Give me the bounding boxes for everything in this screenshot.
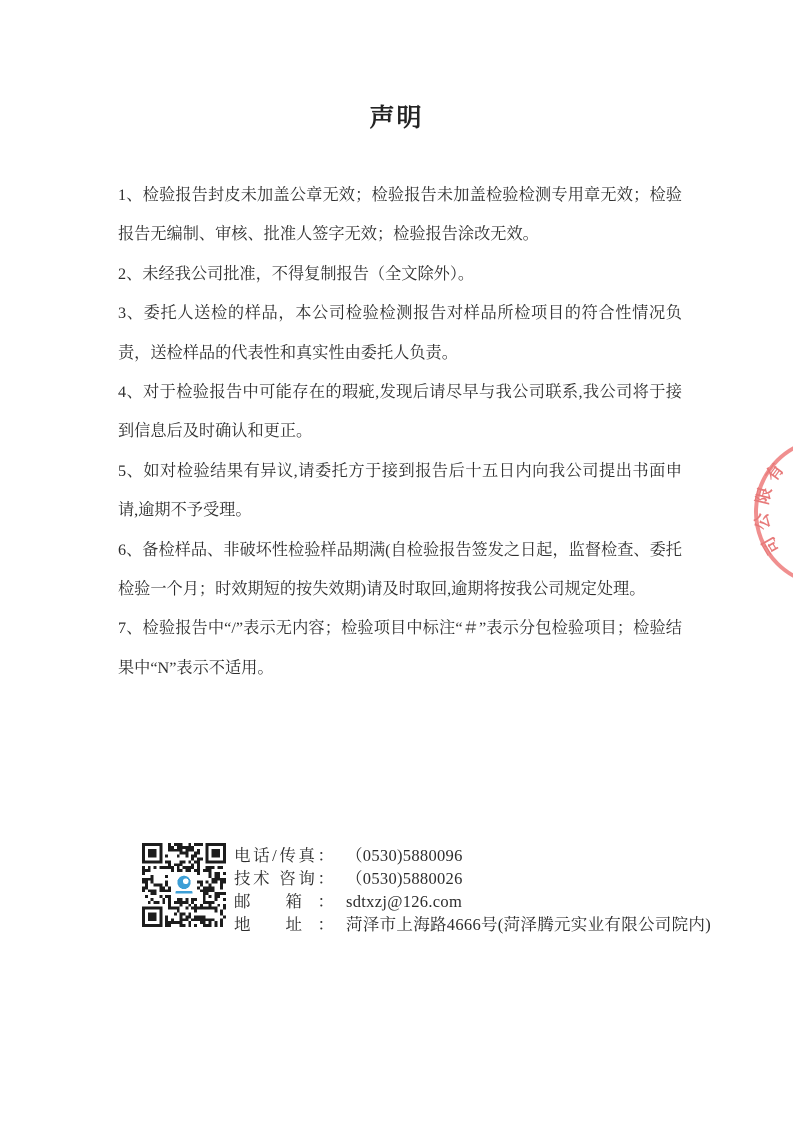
- statement-body: [118, 176, 682, 688]
- statement-item: 6、备检样品、非破坏性检验样品期满(自检验报告签发之日起，监督检查、委托检验一个月；时效期短的按失效期)请及时取回,逾期将按我公司规定处理。: [118, 540, 682, 599]
- page-title: 声明: [369, 105, 424, 132]
- contact-label: 电话/传真：: [234, 846, 334, 865]
- statement-item: 3、委托人送检的样品，本公司检验检测报告对样品所检项目的符合性情况负责，送检样品的代表性和真实性由委托人负责。: [118, 304, 682, 362]
- contact-info: [234, 843, 711, 936]
- seal-character: 司: [758, 533, 784, 558]
- statement-item: 7、检验报告中“/”表示无内容；检验项目中标注“＃”表示分包检验项目；检验结果中“N”表示不适用。: [118, 619, 682, 677]
- contact-row: [234, 844, 711, 867]
- contact-value: （0530)5880026: [346, 869, 463, 888]
- seal-character: 有: [762, 460, 788, 486]
- contact-block: [142, 843, 711, 936]
- contact-label: 地 址：: [234, 915, 334, 934]
- seal-character: 公: [752, 511, 774, 532]
- contact-label: 技术 咨询：: [234, 869, 334, 888]
- seal-character: 限: [752, 485, 776, 507]
- contact-row: [234, 913, 711, 936]
- statement-item: 5、如对检验结果有异议,请委托方于接到报告后十五日内向我公司提出书面申请,逾期不予受理。: [118, 461, 682, 520]
- statement-item: 1、检验报告封皮未加盖公章无效；检验报告未加盖检验检测专用章无效；检验报告无编制、审核、批准人签字无效；检验报告涂改无效。: [118, 186, 682, 244]
- qr-code-icon: [142, 843, 226, 927]
- contact-row: [234, 890, 711, 913]
- contact-value: sdtxzj@126.com: [346, 892, 463, 911]
- contact-row: [234, 867, 711, 890]
- contact-value: （0530)5880096: [346, 846, 463, 865]
- contact-label: 邮 箱：: [234, 892, 334, 911]
- contact-value: 菏泽市上海路4666号(菏泽腾元实业有限公司院内): [346, 915, 711, 934]
- company-seal-stamp: [754, 437, 793, 587]
- statement-item: 4、对于检验报告中可能存在的瑕疵,发现后请尽早与我公司联系,我公司将于接到信息后及时确认和更正。: [118, 383, 682, 441]
- statement-item: 2、未经我公司批准，不得复制报告（全文除外）。: [118, 264, 475, 283]
